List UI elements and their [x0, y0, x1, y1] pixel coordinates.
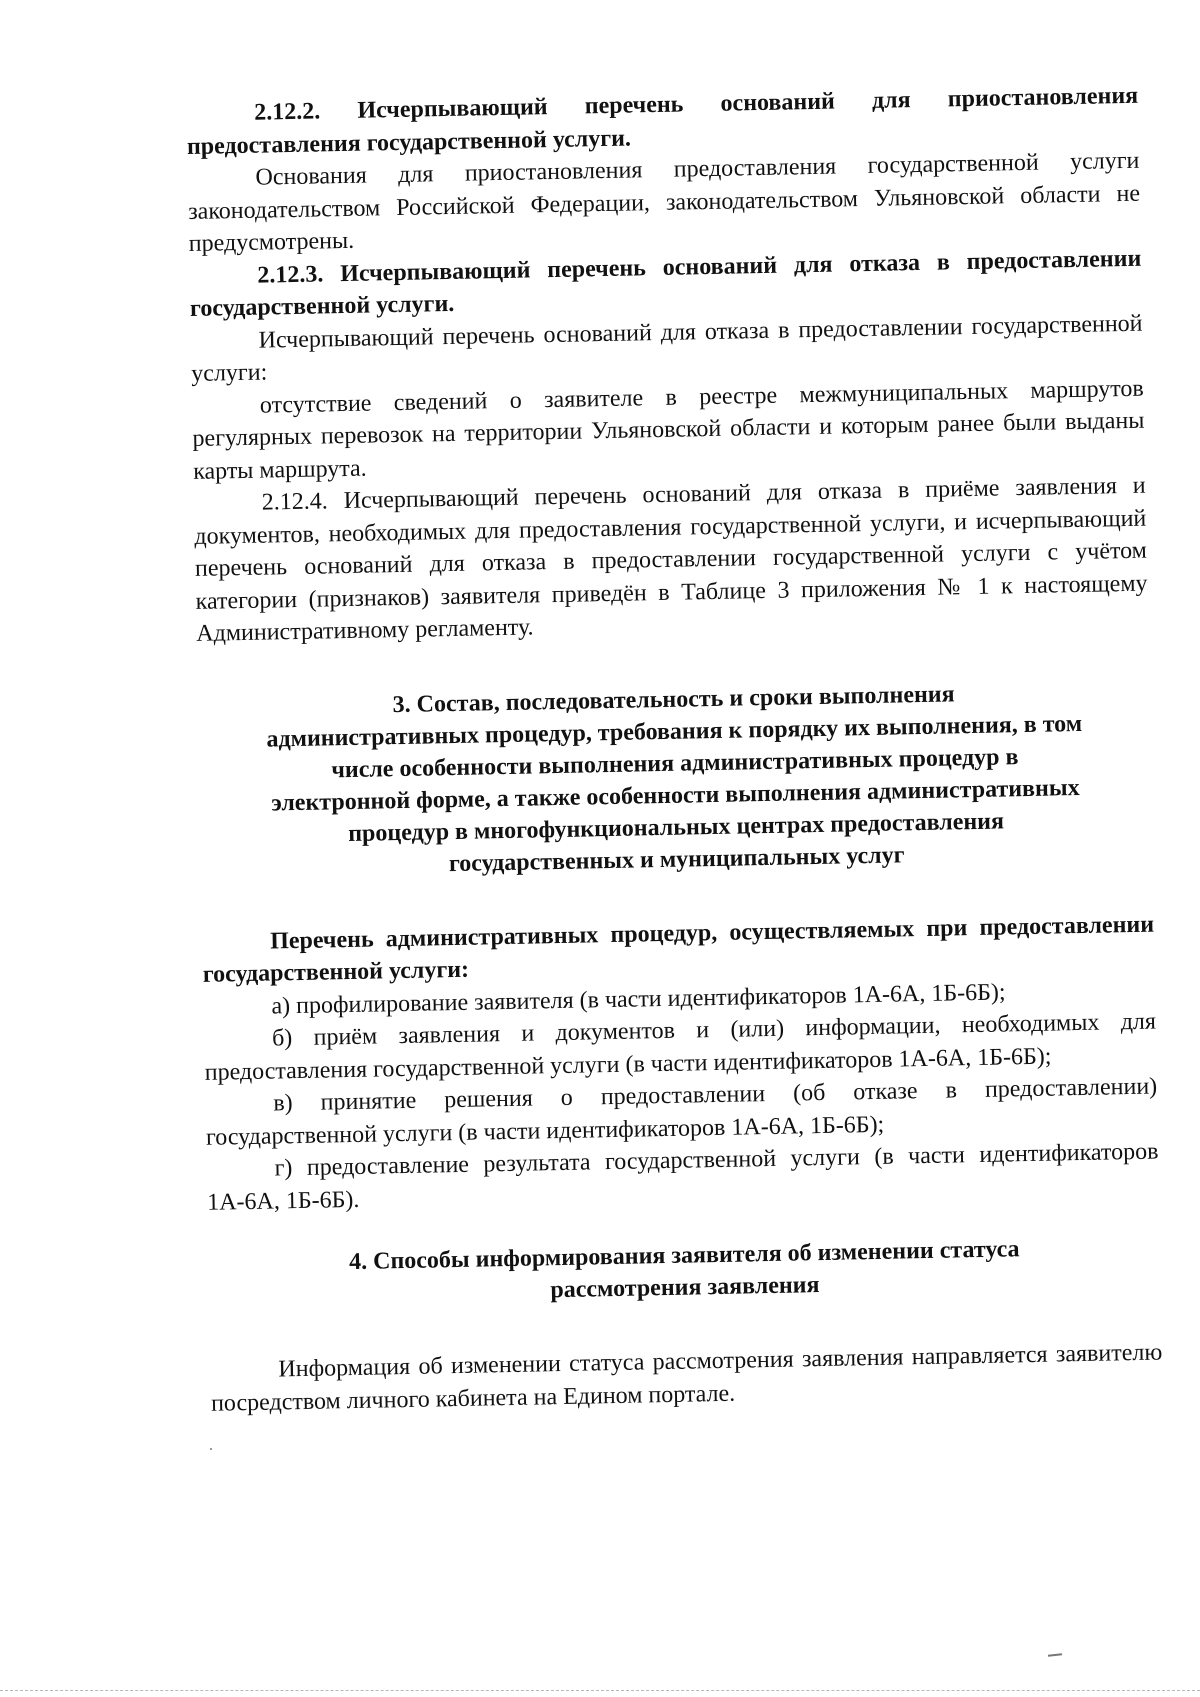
section-3-title-line: государственных и муниципальных услуг: [448, 841, 905, 877]
document-body: [186, 80, 1163, 1420]
procedure-item: б) приём заявления и документов и (или) информации, необходимых для предоставления государственной услуги (в части идентификаторов 1А-6А, 1Б-6Б);: [204, 1008, 1157, 1086]
paragraph-2-12-2: Основания для приостановления предоставления государственной услуги законодательством Российской Федерации, законодательством Ульяновской области не предусмотрены.: [187, 147, 1141, 257]
section-3-title-line: административных процедур, требования к порядку их выполнения, в том: [266, 710, 1083, 753]
section-4-title-line: 4. Способы информирования заявителя об изменении статуса: [348, 1236, 1020, 1276]
section-3-title-line: 3. Состав, последовательность и сроки выполнения: [392, 680, 955, 718]
section-3-title-line: числе особенности выполнения административных процедур в: [331, 743, 1019, 783]
heading-2-12-3: 2.12.3. Исчерпывающий перечень оснований для отказа в предоставлении государственной услуги.: [189, 245, 1142, 322]
section-4-title-line: рассмотрения заявления: [550, 1272, 820, 1304]
paragraph-2-12-4: 2.12.4. Исчерпывающий перечень оснований для отказа в приёме заявления и документов, необходимых для предоставления государственной услуги, и исчерпывающий перечень оснований для отказа в предоставлении государственной услуги с учётом категории (признаков) заявителя приведён в Таблице 3 приложения № 1 к настоящему Административному регламенту.: [194, 472, 1148, 647]
section-3-title: [197, 674, 1153, 884]
procedure-item: а) профилирование заявителя (в части идентификаторов 1А-6А, 1Б-6Б);: [271, 978, 1006, 1020]
paragraph-2-12-3: Исчерпывающий перечень оснований для отказа в предоставлении государственной услуги:: [191, 310, 1143, 387]
procedures-list-heading: Перечень административных процедур, осуществляемых при предоставлении государственной услуги:: [202, 911, 1155, 988]
section-3-title-line: электронной форме, а также особенности выполнения административных: [271, 774, 1080, 816]
scan-edge-line: [0, 1690, 1200, 1691]
procedure-item: в) принятие решения о предоставлении (об отказе в предоставлении) государственной услуги (в части идентификаторов 1А-6А, 1Б-6Б);: [205, 1073, 1158, 1151]
section-3-title-line: процедур в многофункциональных центрах предоставления: [347, 807, 1005, 847]
procedure-item: г) предоставление результата государственной услуги (в части идентификаторов 1А-6А, 1Б-6Б).: [206, 1138, 1159, 1216]
refusal-reason-item: отсутствие сведений о заявителе в реестре межмуниципальных маршрутов регулярных перевозок на территории Ульяновской области и которым ранее были выданы карты маршрута.: [192, 375, 1145, 485]
scan-artifact: [1048, 1653, 1062, 1656]
heading-2-12-2: 2.12.2. Исчерпывающий перечень оснований для приостановления предоставления государственной услуги.: [186, 82, 1139, 160]
scan-artifact: [210, 1448, 212, 1450]
paragraph-section-4: Информация об изменении статуса рассмотрения заявления направляется заявителю посредством личного кабинета на Едином портале.: [210, 1339, 1163, 1417]
